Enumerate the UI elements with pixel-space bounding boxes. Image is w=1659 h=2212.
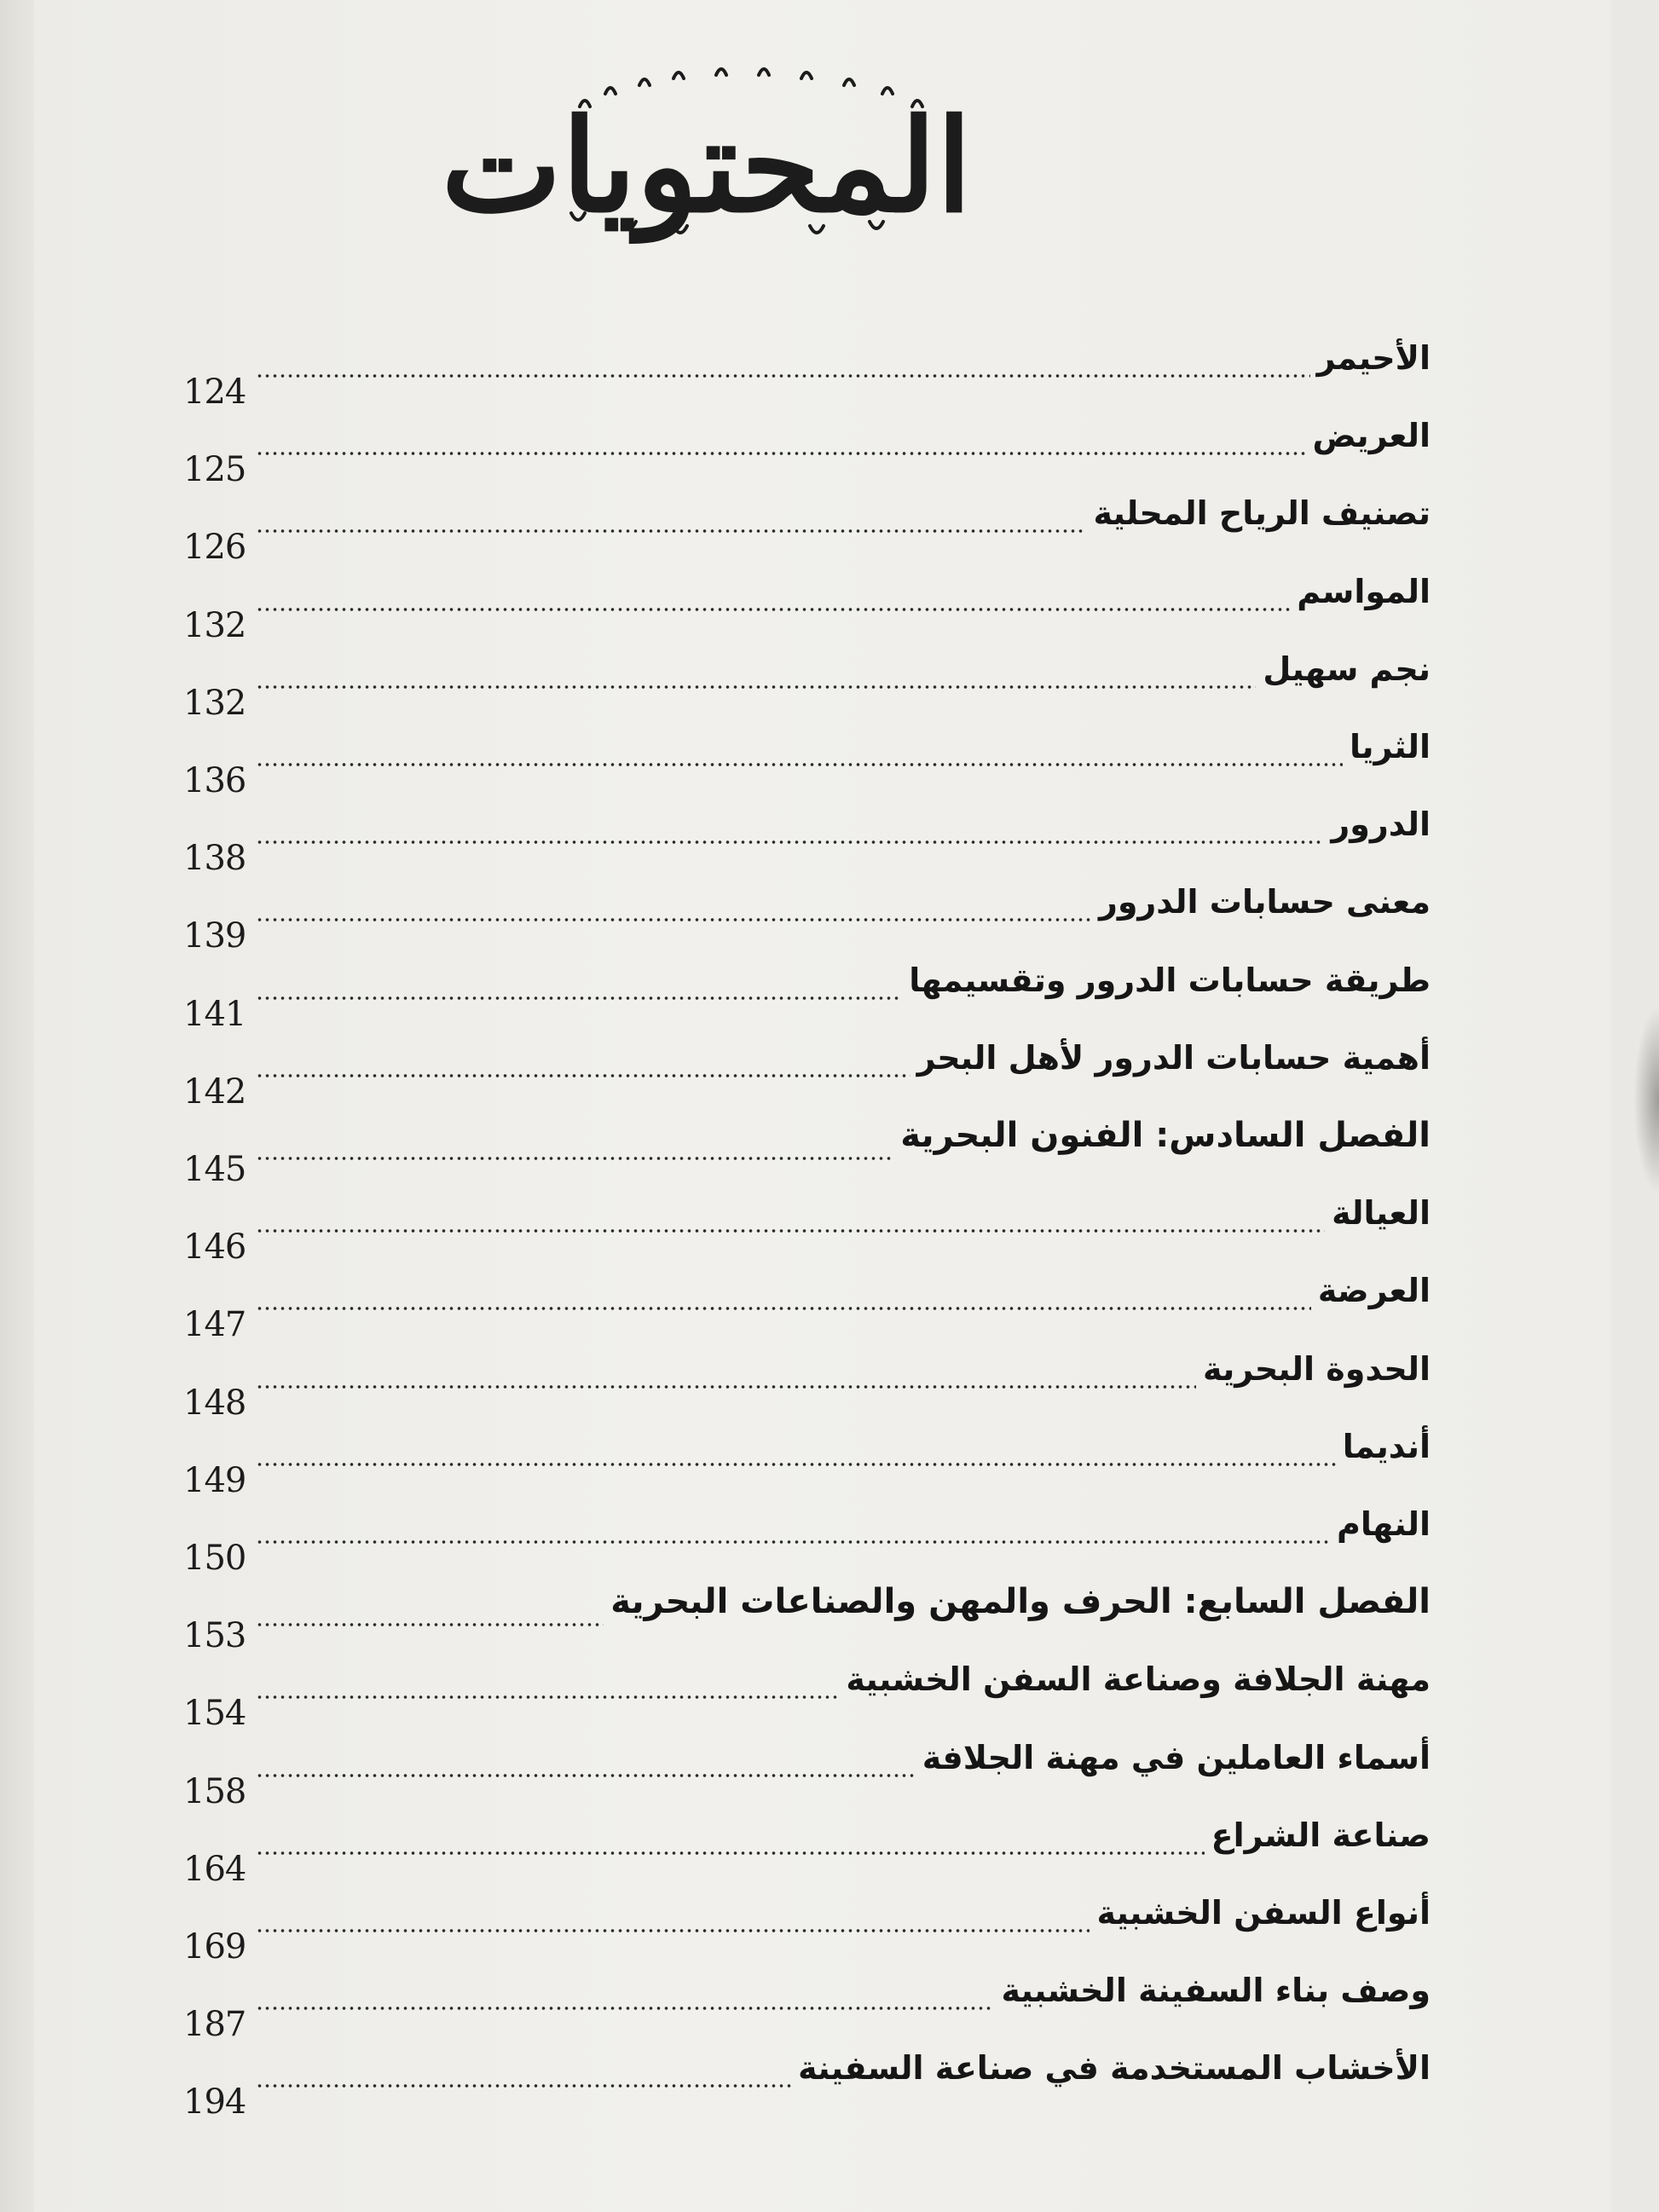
entry-title: الأخشاب المستخدمة في صناعة السفينة [798,2049,1431,2087]
dot-leader [256,374,1310,378]
page-number: 153 [183,1616,246,1655]
entry-title: وصف بناء السفينة الخشبية [1001,1972,1431,2009]
dot-leader [256,1695,839,1699]
entry-title: المواسم [1297,573,1431,610]
entry-title: الدرور [1331,806,1431,843]
dot-leader [256,1307,1311,1310]
entry-title: أنواع السفن الخشبية [1096,1894,1431,1932]
toc-entry [0,1736,1659,1811]
page-number: 125 [183,450,246,489]
toc-entry [0,1192,1659,1267]
toc-entry [0,1503,1659,1578]
toc-entry [0,959,1659,1034]
toc-entry [0,1269,1659,1344]
entry-title: نجم سهيل [1263,650,1431,688]
page-number: 150 [183,1539,246,1578]
toc-entry [0,1814,1659,1889]
dot-leader [256,1074,910,1077]
dot-leader [256,608,1290,611]
toc-entry [0,725,1659,800]
page-number: 138 [183,839,246,878]
entry-title: النهام [1336,1505,1431,1543]
entry-title: تصنيف الرياح المحلية [1093,494,1431,532]
entry-title: أنديما [1342,1428,1431,1465]
entry-title: صناعة الشراع [1211,1816,1431,1854]
entry-title: معنى حسابات الدرور [1098,883,1431,921]
dot-leader [256,1463,1336,1466]
page-number: 132 [183,684,246,723]
entry-title: العرضة [1317,1272,1431,1309]
page-number: 187 [183,2005,246,2044]
toc-entry [0,1037,1659,1112]
toc-entry [0,337,1659,412]
page-number: 154 [183,1694,246,1733]
dot-leader [256,685,1256,689]
toc-entry [0,1969,1659,2044]
page-number: 145 [183,1150,246,1189]
dot-leader [256,1385,1196,1389]
dot-leader [256,1774,916,1777]
page-number: 148 [183,1383,246,1423]
chapter-row [0,1580,1659,1655]
entry-title: الحدوة البحرية [1202,1350,1431,1388]
toc-entry [0,1891,1659,1967]
entry-title: الثريا [1350,728,1431,765]
dot-leader [256,2007,994,2010]
toc-entry [0,570,1659,645]
entry-title: الفصل السادس: الفنون البحرية [900,1116,1431,1155]
toc-entry [0,414,1659,489]
page-number: 124 [183,373,246,412]
toc-entry [0,1658,1659,1733]
toc-entry [0,881,1659,956]
entry-title: الأحيمر [1316,339,1431,377]
dot-leader [256,1229,1325,1233]
page-number: 136 [183,761,246,800]
page-number: 164 [183,1850,246,1889]
dot-leader [256,840,1324,844]
toc-entry [0,492,1659,567]
toc-entry [0,2047,1659,2122]
page-number: 141 [183,995,246,1034]
page-number: 147 [183,1305,246,1344]
toc-entry [0,803,1659,878]
dot-leader [256,996,902,1000]
dot-leader [256,763,1343,766]
entry-title: العريض [1312,417,1431,454]
dot-leader [256,1157,893,1160]
dot-leader [256,1851,1205,1855]
toc-entry [0,648,1659,723]
toc-entry [0,1425,1659,1500]
page-number: 146 [183,1227,246,1267]
chapter-row [0,1114,1659,1189]
dot-leader [256,1929,1090,1932]
dot-leader [256,918,1092,921]
entry-title: الفصل السابع: الحرف والمهن والصناعات البحرية [610,1582,1431,1621]
page-number: 126 [183,528,246,567]
page-number: 194 [183,2082,246,2122]
dot-leader [256,452,1305,455]
dot-leader [256,1540,1330,1544]
entry-title: مهنة الجلافة وصناعة السفن الخشبية [846,1660,1431,1698]
toc-entry [0,1348,1659,1423]
page-number: 139 [183,916,246,956]
page-number: 158 [183,1772,246,1811]
page-number: 169 [183,1927,246,1967]
dot-leader [256,529,1086,533]
entry-title: العيالة [1332,1194,1431,1232]
page-number: 149 [183,1461,246,1500]
entry-title: أسماء العاملين في مهنة الجلافة [922,1739,1431,1776]
entry-title: أهمية حسابات الدرور لأهل البحر [916,1039,1431,1077]
page-number: 132 [183,606,246,645]
dot-leader [256,2084,791,2088]
page-title: المحتويات [441,91,972,241]
page-number: 142 [183,1072,246,1112]
dot-leader [256,1623,604,1626]
entry-title: طريقة حسابات الدرور وتقسيمها [909,962,1431,999]
